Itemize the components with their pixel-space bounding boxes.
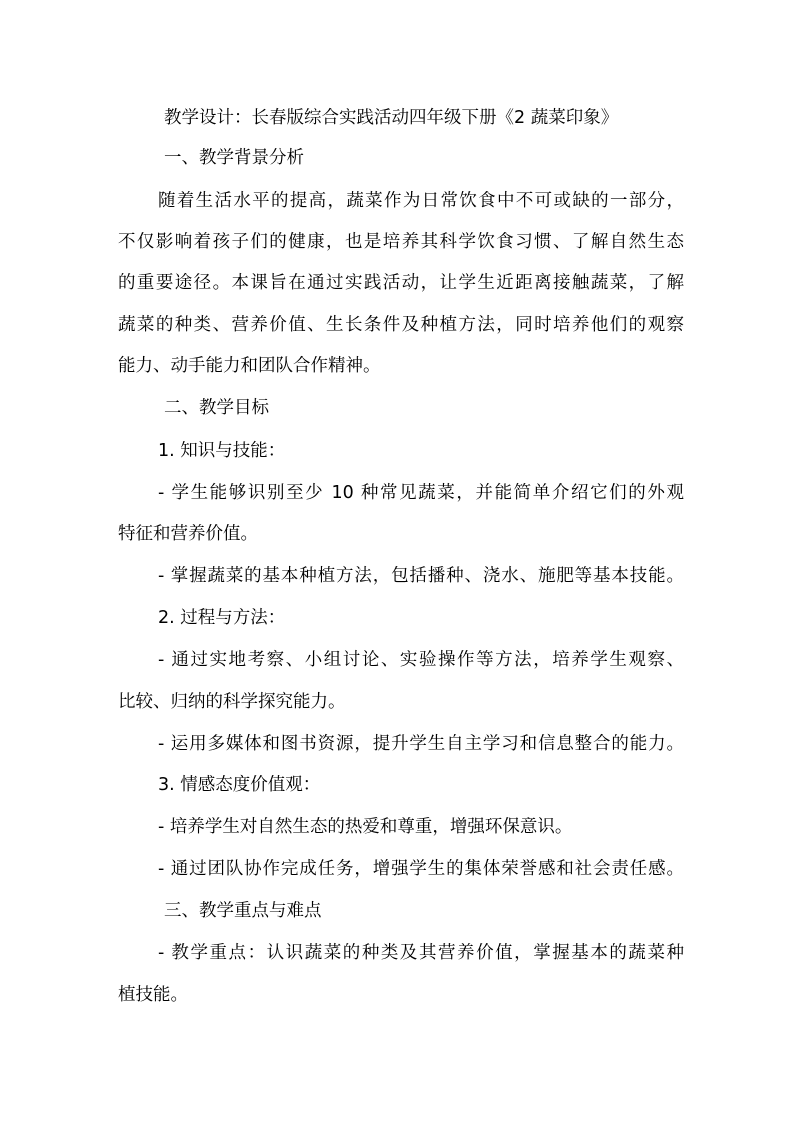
goal-label-process: 2. 过程与方法： xyxy=(158,608,286,628)
section-heading-goals: 二、教学目标 xyxy=(164,398,269,418)
list-item-line: - 学生能够识别至少 10 种常见蔬菜，并能简单介绍它们的外观 xyxy=(158,483,684,503)
list-item: - 通过团队协作完成任务，增强学生的集体荣誉感和社会责任感。 xyxy=(158,859,684,879)
paragraph-line: 不仅影响着孩子们的健康，也是培养其科学饮食习惯、了解自然生态 xyxy=(118,232,684,252)
list-item-line: 特征和营养价值。 xyxy=(118,524,258,544)
list-item: - 掌握蔬菜的基本种植方法，包括播种、浇水、施肥等基本技能。 xyxy=(158,566,684,586)
section-heading-background: 一、教学背景分析 xyxy=(164,148,304,168)
paragraph-line: 随着生活水平的提高，蔬菜作为日常饮食中不可或缺的一部分， xyxy=(158,191,684,211)
list-item-line: - 通过实地考察、小组讨论、实验操作等方法，培养学生观察、 xyxy=(158,650,684,670)
goal-label-attitude: 3. 情感态度价值观： xyxy=(158,775,321,795)
list-item-line: 比较、归纳的科学探究能力。 xyxy=(118,692,346,712)
section-heading-key-points: 三、教学重点与难点 xyxy=(164,901,322,921)
document-title: 教学设计：长春版综合实践活动四年级下册《2 蔬菜印象》 xyxy=(164,108,619,128)
list-item: - 培养学生对自然生态的热爱和尊重，增强环保意识。 xyxy=(158,817,573,837)
list-item-line: 植技能。 xyxy=(118,985,188,1005)
paragraph-line: 能力、动手能力和团队合作精神。 xyxy=(118,356,381,376)
paragraph-line: 的重要途径。本课旨在通过实践活动，让学生近距离接触蔬菜，了解 xyxy=(118,273,684,293)
list-item-line: - 教学重点：认识蔬菜的种类及其营养价值，掌握基本的蔬菜种 xyxy=(158,943,684,963)
list-item: - 运用多媒体和图书资源，提升学生自主学习和信息整合的能力。 xyxy=(158,734,684,754)
paragraph-line: 蔬菜的种类、营养价值、生长条件及种植方法，同时培养他们的观察 xyxy=(118,315,684,335)
goal-label-knowledge: 1. 知识与技能： xyxy=(158,441,286,461)
